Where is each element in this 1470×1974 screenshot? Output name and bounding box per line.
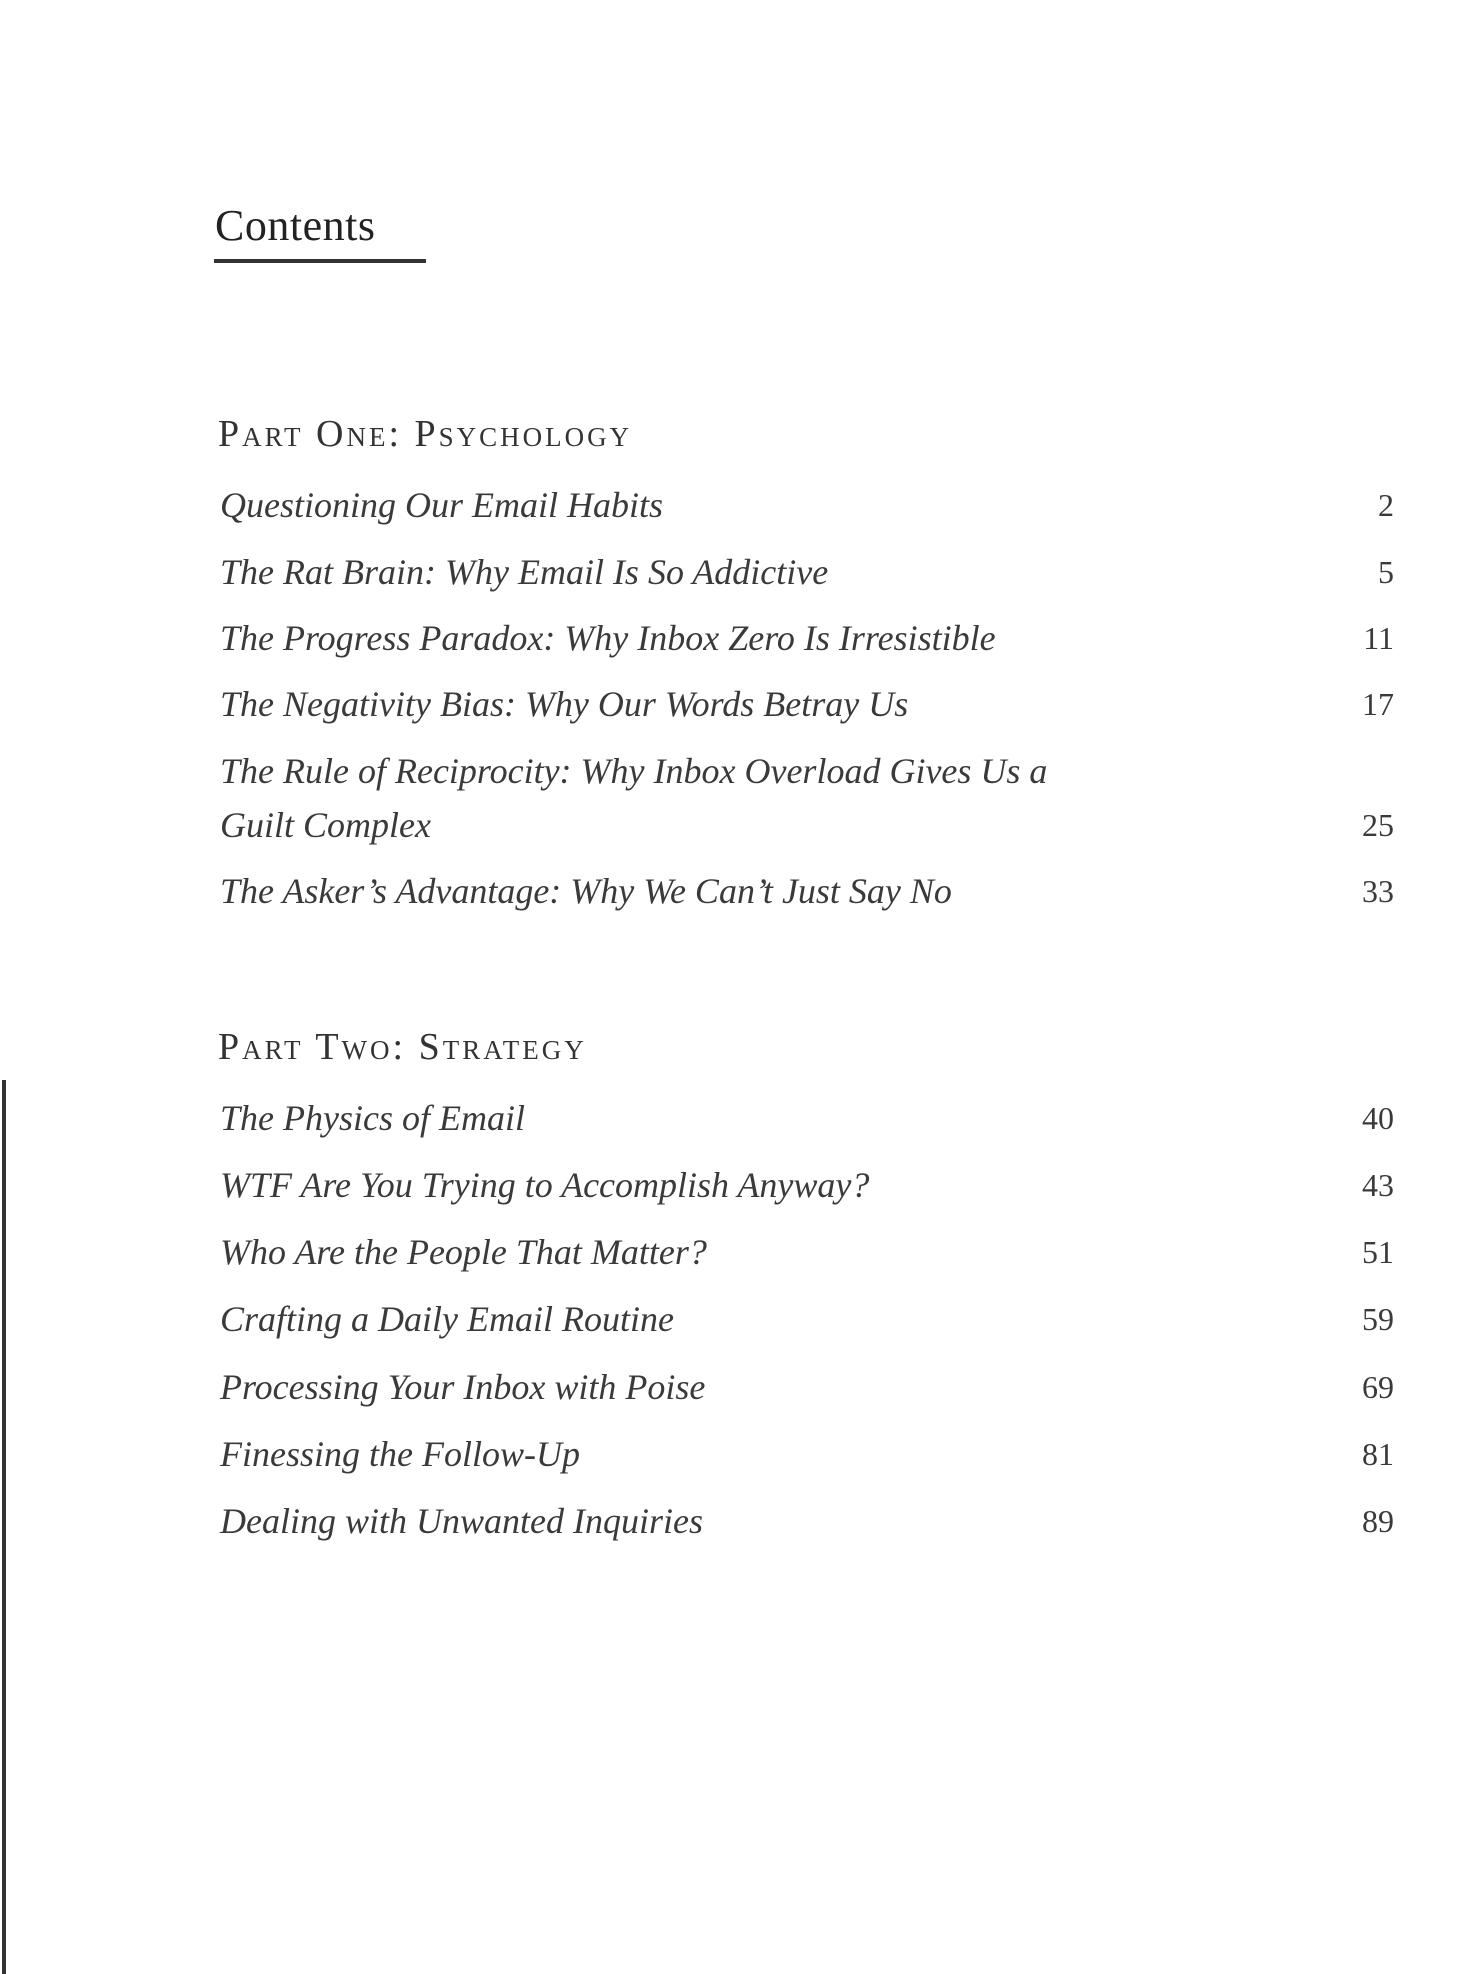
toc-entry[interactable] xyxy=(220,1494,1394,1548)
entry-title: Dealing with Unwanted Inquiries xyxy=(220,1501,703,1541)
entry-page: 33 xyxy=(1362,873,1394,909)
entry-page: 51 xyxy=(1362,1234,1394,1270)
toc-entry[interactable] xyxy=(220,1091,1394,1145)
toc-entry[interactable] xyxy=(220,744,1394,852)
toc-entry[interactable] xyxy=(220,611,1394,665)
toc-entry[interactable] xyxy=(220,864,1394,918)
entry-title: The Rat Brain: Why Email Is So Addictive xyxy=(220,552,829,592)
entry-title: The Asker’s Advantage: Why We Can’t Just Say No xyxy=(220,871,952,911)
toc-entry[interactable] xyxy=(220,1158,1394,1212)
toc-entry[interactable] xyxy=(220,1427,1394,1481)
page-edge-line xyxy=(2,1080,6,1974)
entry-title: Processing Your Inbox with Poise xyxy=(220,1367,706,1407)
entry-page: 11 xyxy=(1363,620,1394,656)
toc-entry[interactable] xyxy=(220,545,1394,599)
entry-title: Crafting a Daily Email Routine xyxy=(220,1299,674,1339)
entry-page: 5 xyxy=(1378,554,1394,590)
toc-entry[interactable] xyxy=(220,478,1394,532)
toc-entry[interactable] xyxy=(220,1225,1394,1279)
entry-title: The Physics of Email xyxy=(220,1098,525,1138)
entry-title: The Negativity Bias: Why Our Words Betray Us xyxy=(220,684,909,724)
toc-entry[interactable] xyxy=(220,1360,1394,1414)
page-title: Contents xyxy=(215,201,376,250)
entry-page: 59 xyxy=(1362,1301,1394,1337)
entry-title: WTF Are You Trying to Accomplish Anyway? xyxy=(220,1165,870,1205)
entry-page: 17 xyxy=(1362,686,1394,722)
part-heading: Part One: Psychology xyxy=(218,413,633,455)
entry-page: 89 xyxy=(1362,1503,1394,1539)
entry-title: Who Are the People That Matter? xyxy=(220,1232,707,1272)
entry-page: 81 xyxy=(1362,1436,1394,1472)
entry-page: 43 xyxy=(1362,1167,1394,1203)
entry-page: 2 xyxy=(1378,487,1394,523)
entry-page: 69 xyxy=(1362,1369,1394,1405)
entry-title: Questioning Our Email Habits xyxy=(220,485,664,525)
entry-title: The Progress Paradox: Why Inbox Zero Is Irresistible xyxy=(220,618,996,658)
entry-title: The Rule of Reciprocity: Why Inbox Overload Gives Us a Guilt Complex xyxy=(220,751,1048,845)
entry-title: Finessing the Follow-Up xyxy=(220,1434,580,1474)
toc-entry[interactable] xyxy=(220,1292,1394,1346)
part-heading: Part Two: Strategy xyxy=(218,1026,587,1068)
title-underline xyxy=(214,259,426,263)
entry-page: 40 xyxy=(1362,1100,1394,1136)
entry-page: 25 xyxy=(1362,807,1394,843)
toc-entry[interactable] xyxy=(220,677,1394,731)
